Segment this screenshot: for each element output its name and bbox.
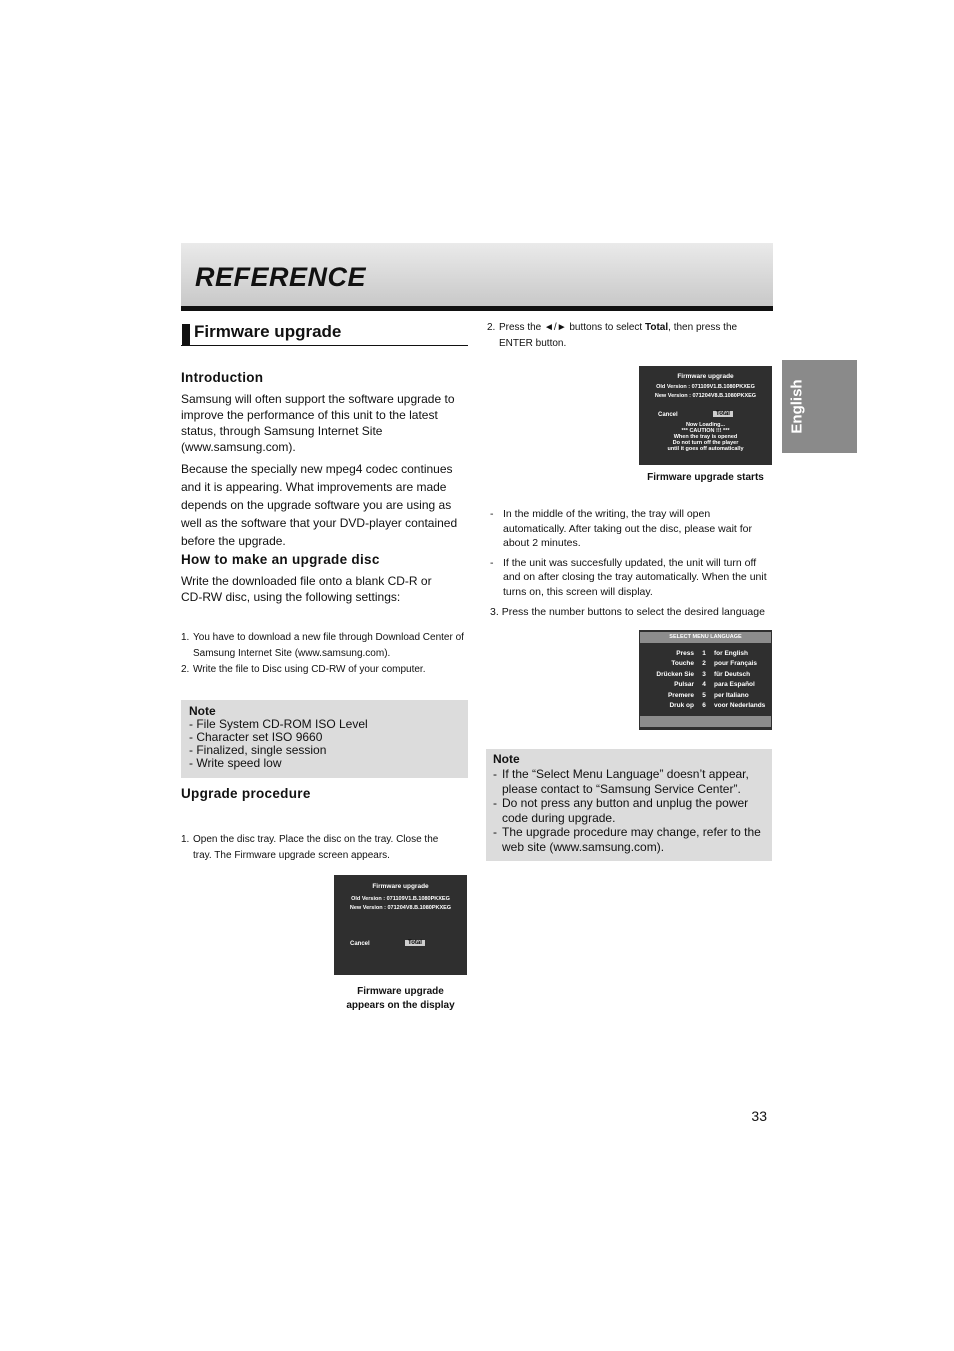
header-rule bbox=[181, 306, 773, 311]
make-disc-paragraph: Write the downloaded file onto a blank CD-R or CD-RW disc, using the following settings: bbox=[181, 574, 432, 604]
firmware-screen-initial bbox=[334, 875, 467, 975]
list-item: 1. You have to download a new file through Download Center of Samsung Internet Site (www.samsung.com). bbox=[181, 632, 464, 659]
note-title: Note bbox=[493, 752, 520, 766]
table-row: Pulsar 4 para Español bbox=[674, 681, 755, 689]
note-item: - Character set ISO 9660 bbox=[189, 730, 323, 744]
total-button: Total bbox=[405, 940, 425, 946]
list-item: - In the middle of the writing, the tray will open automatically. After taking out the disc, please wait for about 2 minutes. bbox=[490, 508, 753, 549]
list-item: - If the unit was succesfully updated, the unit will turn off and on after closing the tray automatically. When the unit turns on, this screen will display. bbox=[490, 556, 767, 598]
make-disc-steps bbox=[181, 630, 466, 678]
language-tab-label: English bbox=[788, 379, 806, 434]
section-title: Firmware upgrade bbox=[194, 322, 342, 341]
table-row: Press 1 for English bbox=[676, 649, 748, 657]
table-row: Drücken Sie 3 für Deutsch bbox=[656, 670, 751, 678]
language-table bbox=[639, 648, 772, 711]
old-version: Old Version : 071109V1.B.1080PKXEG bbox=[351, 896, 450, 902]
total-button: Total bbox=[713, 411, 733, 417]
cancel-button: Cancel bbox=[350, 941, 370, 947]
firmware-screen-loading bbox=[639, 366, 772, 465]
new-version: New Version : 071204V8.B.1080PKXEG bbox=[654, 393, 757, 399]
caption-screen-2: Firmware upgrade starts bbox=[647, 472, 764, 483]
introduction-paragraph-1: Samsung will often support the software upgrade to improve the performance of this unit to the latest status, through Samsung Internet Site (www.samsung.com). bbox=[181, 392, 455, 454]
note-box-settings bbox=[181, 700, 468, 778]
warning-line: Do not turn off the player bbox=[672, 440, 739, 446]
warning-line: When the tray is opened bbox=[673, 434, 738, 440]
introduction-paragraph-2: Because the specially new mpeg4 codec continues and it is appearing. What improvements are made depends on the upgrade software you are using as well as the software that your DVD-player contained before the upgrade. bbox=[181, 462, 458, 548]
language-screen-footer bbox=[640, 716, 771, 727]
note-item: - Do not press any button and unplug the power code during upgrade. bbox=[493, 796, 749, 825]
note-item: - File System CD-ROM ISO Level bbox=[189, 717, 368, 731]
new-version: New Version : 071204V8.B.1080PKXEG bbox=[349, 905, 452, 911]
page-title: REFERENCE bbox=[195, 262, 367, 292]
note-item: - Finalized, single session bbox=[189, 743, 327, 757]
caution-text: *** CAUTION !!! *** bbox=[681, 428, 730, 434]
note-item: - If the “Select Menu Language” doesn’t appear, please contact to “Samsung Service Center”. bbox=[493, 767, 749, 796]
section-marker bbox=[182, 324, 190, 346]
upgrade-step-3: 3. Press the number buttons to select the desired language bbox=[490, 606, 765, 618]
introduction-heading: Introduction bbox=[181, 370, 264, 385]
language-screen-title: SELECT MENU LANGUAGE bbox=[640, 632, 771, 643]
screen-title: Firmware upgrade bbox=[677, 373, 734, 380]
loading-text: Now Loading... bbox=[685, 422, 726, 428]
list-item: 1. Open the disc tray. Place the disc on the tray. Close the tray. The Firmware upgrade screen appears. bbox=[181, 834, 439, 861]
list-item: 2. Write the file to Disc using CD-RW of your computer. bbox=[181, 664, 426, 675]
section-rule bbox=[181, 345, 468, 346]
table-row: Druk op 6 voor Nederlands bbox=[669, 702, 766, 710]
screen-title: Firmware upgrade bbox=[372, 883, 429, 890]
language-select-screen bbox=[639, 630, 772, 730]
upgrade-step-2 bbox=[487, 320, 757, 352]
note-item: - Write speed low bbox=[189, 756, 282, 770]
warning-line: until it goes off automatically bbox=[667, 446, 744, 452]
note-title: Note bbox=[189, 704, 216, 718]
tray-notes bbox=[490, 507, 768, 599]
make-disc-heading: How to make an upgrade disc bbox=[181, 552, 380, 567]
table-row: Premere 5 per Italiano bbox=[667, 691, 749, 699]
note-box-warnings bbox=[486, 749, 772, 861]
upgrade-step-1 bbox=[181, 832, 451, 864]
page-number: 33 bbox=[751, 1108, 767, 1124]
note-item: - The upgrade procedure may change, refer to the web site (www.samsung.com). bbox=[493, 825, 761, 854]
list-item: 2. Press the ◄/► buttons to select Total, then press the ENTER button. bbox=[487, 322, 738, 349]
cancel-button: Cancel bbox=[658, 412, 678, 418]
upgrade-procedure-heading: Upgrade procedure bbox=[181, 786, 311, 801]
caption-screen-1: Firmware upgrade appears on the display bbox=[346, 986, 455, 1011]
old-version: Old Version : 071109V1.B.1080PKXEG bbox=[656, 384, 755, 390]
table-row: Touche 2 pour Français bbox=[671, 660, 757, 668]
